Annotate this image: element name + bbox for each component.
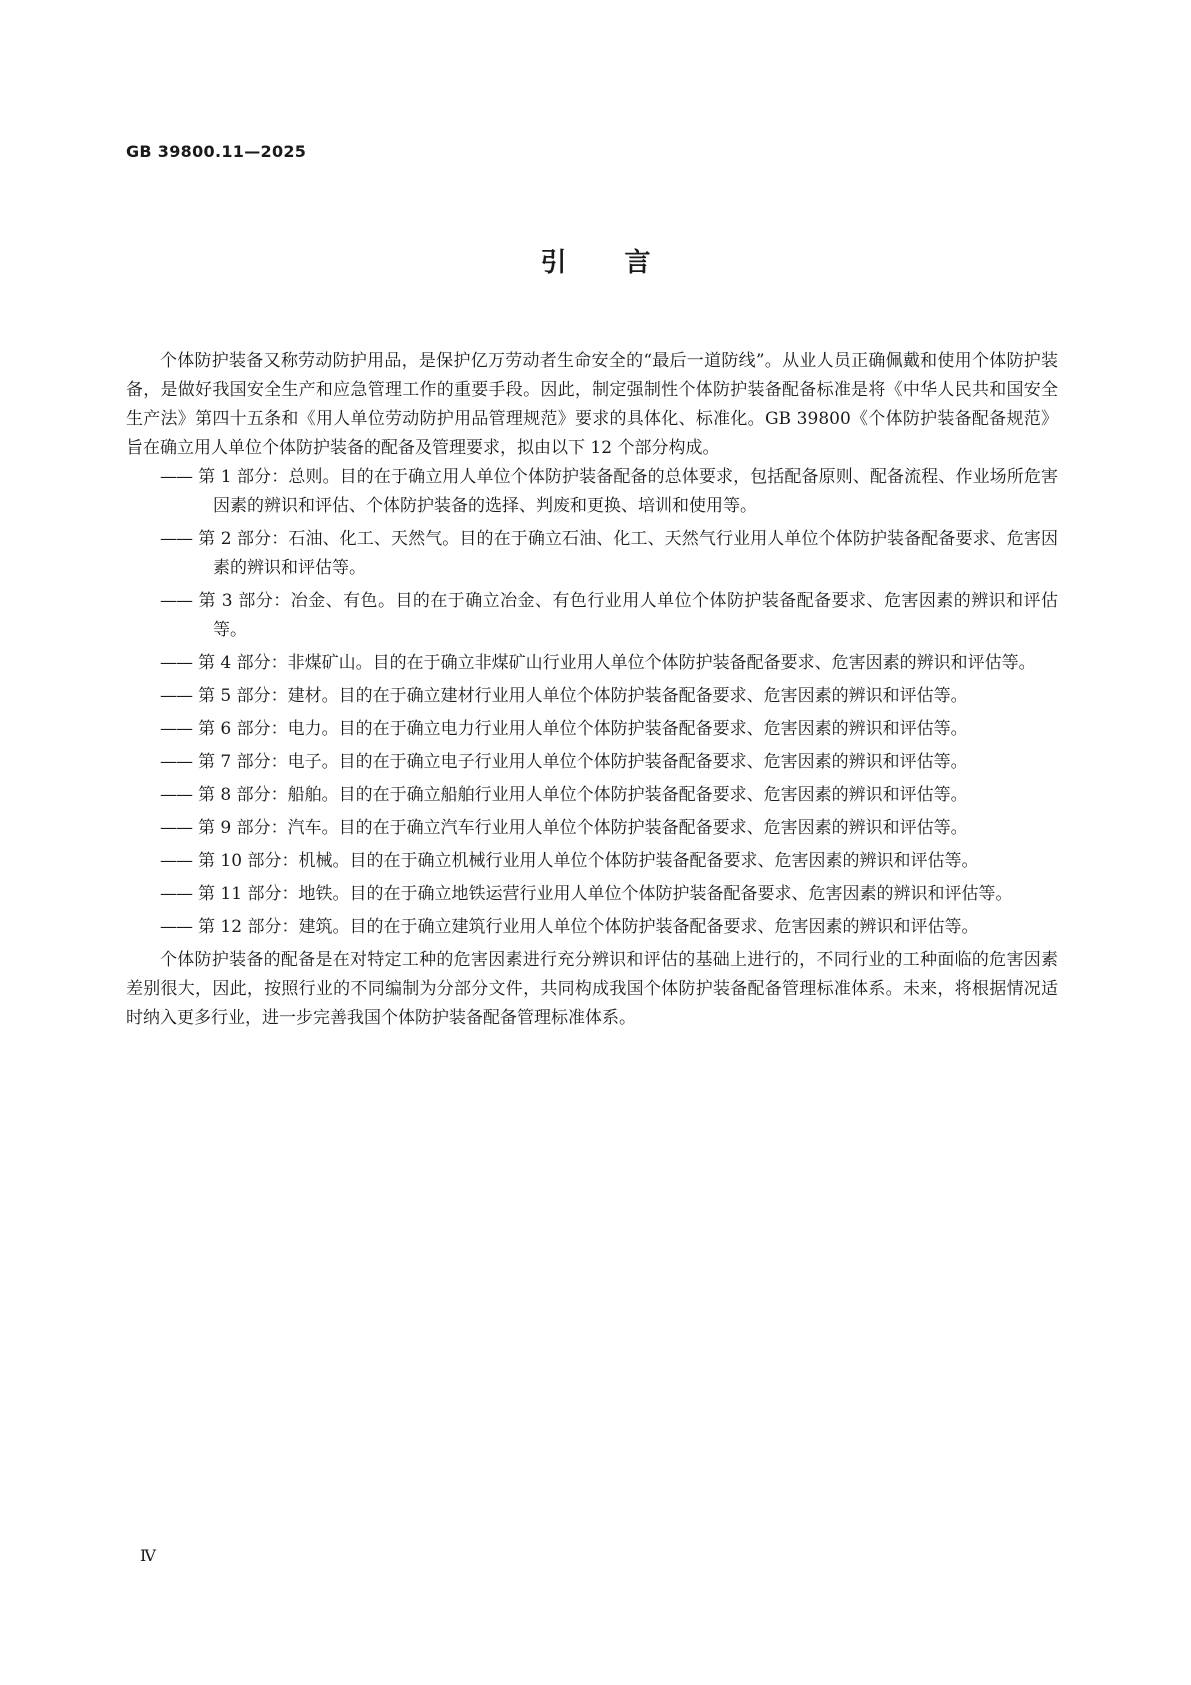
list-item-text: 第 9 部分：汽车。目的在于确立汽车行业用人单位个体防护装备配备要求、危害因素的辨识和评估等。 bbox=[198, 818, 968, 838]
intro-paragraph: 个体防护装备又称劳动防护用品，是保护亿万劳动者生命安全的“最后一道防线”。从业人员正确佩戴和使用个体防护装备，是做好我国安全生产和应急管理工作的重要手段。因此，制定强制性个体防护装备配备标准是将《中华人民共和国安全生产法》第四十五条和《用人单位劳动防护用品管理规范》要求的具体化、标准化。GB 39800《个体防护装备配备规范》旨在确立用人单位个体防护装备的配备及管理要求，拟由以下 12 个部分构成。 bbox=[126, 351, 1058, 458]
list-item-text: 第 10 部分：机械。目的在于确立机械行业用人单位个体防护装备配备要求、危害因素的辨识和评估等。 bbox=[198, 851, 979, 871]
list-item-text: 第 2 部分：石油、化工、天然气。目的在于确立石油、化工、天然气行业用人单位个体防护装备配备要求、危害因素的辨识和评估等。 bbox=[198, 529, 1058, 578]
list-dash: —— bbox=[160, 851, 192, 871]
list-dash: —— bbox=[160, 785, 192, 805]
page-number: Ⅳ bbox=[140, 1546, 156, 1565]
list-item bbox=[126, 649, 1058, 678]
list-item-text: 第 12 部分：建筑。目的在于确立建筑行业用人单位个体防护装备配备要求、危害因素的辨识和评估等。 bbox=[198, 917, 979, 937]
list-item bbox=[126, 847, 1058, 876]
page-title: 引言 bbox=[540, 248, 709, 278]
list-dash: —— bbox=[160, 917, 192, 937]
list-item bbox=[126, 880, 1058, 909]
document-body bbox=[126, 347, 1058, 1033]
standard-code: GB 39800.11—2025 bbox=[126, 142, 307, 161]
list-item bbox=[126, 781, 1058, 810]
list-dash: —— bbox=[160, 719, 192, 739]
parts-list bbox=[126, 463, 1058, 942]
list-dash: —— bbox=[160, 591, 192, 611]
list-dash: —— bbox=[160, 818, 192, 838]
list-item-text: 第 4 部分：非煤矿山。目的在于确立非煤矿山行业用人单位个体防护装备配备要求、危害因素的辨识和评估等。 bbox=[198, 653, 1036, 673]
list-dash: —— bbox=[160, 529, 192, 549]
list-item-text: 第 1 部分：总则。目的在于确立用人单位个体防护装备配备的总体要求，包括配备原则、配备流程、作业场所危害因素的辨识和评估、个体防护装备的选择、判废和更换、培训和使用等。 bbox=[198, 467, 1058, 516]
list-item-text: 第 5 部分：建材。目的在于确立建材行业用人单位个体防护装备配备要求、危害因素的辨识和评估等。 bbox=[198, 686, 968, 706]
list-item-text: 第 8 部分：船舶。目的在于确立船舶行业用人单位个体防护装备配备要求、危害因素的辨识和评估等。 bbox=[198, 785, 968, 805]
list-dash: —— bbox=[160, 686, 192, 706]
closing-paragraph: 个体防护装备的配备是在对特定工种的危害因素进行充分辨识和评估的基础上进行的，不同行业的工种面临的危害因素差别很大，因此，按照行业的不同编制为分部分文件，共同构成我国个体防护装备配备管理标准体系。未来，将根据情况适时纳入更多行业，进一步完善我国个体防护装备配备管理标准体系。 bbox=[126, 950, 1058, 1028]
list-item bbox=[126, 587, 1058, 645]
list-dash: —— bbox=[160, 653, 192, 673]
list-item bbox=[126, 715, 1058, 744]
list-item bbox=[126, 913, 1058, 942]
list-item bbox=[126, 814, 1058, 843]
list-dash: —— bbox=[160, 752, 192, 772]
list-item bbox=[126, 748, 1058, 777]
list-dash: —— bbox=[160, 467, 192, 487]
list-item bbox=[126, 682, 1058, 711]
list-item-text: 第 3 部分：冶金、有色。目的在于确立冶金、有色行业用人单位个体防护装备配备要求、危害因素的辨识和评估等。 bbox=[198, 591, 1058, 640]
list-dash: —— bbox=[160, 884, 192, 904]
list-item bbox=[126, 525, 1058, 583]
list-item-text: 第 6 部分：电力。目的在于确立电力行业用人单位个体防护装备配备要求、危害因素的辨识和评估等。 bbox=[198, 719, 968, 739]
list-item bbox=[126, 463, 1058, 521]
list-item-text: 第 11 部分：地铁。目的在于确立地铁运营行业用人单位个体防护装备配备要求、危害因素的辨识和评估等。 bbox=[198, 884, 1013, 904]
list-item-text: 第 7 部分：电子。目的在于确立电子行业用人单位个体防护装备配备要求、危害因素的辨识和评估等。 bbox=[198, 752, 968, 772]
